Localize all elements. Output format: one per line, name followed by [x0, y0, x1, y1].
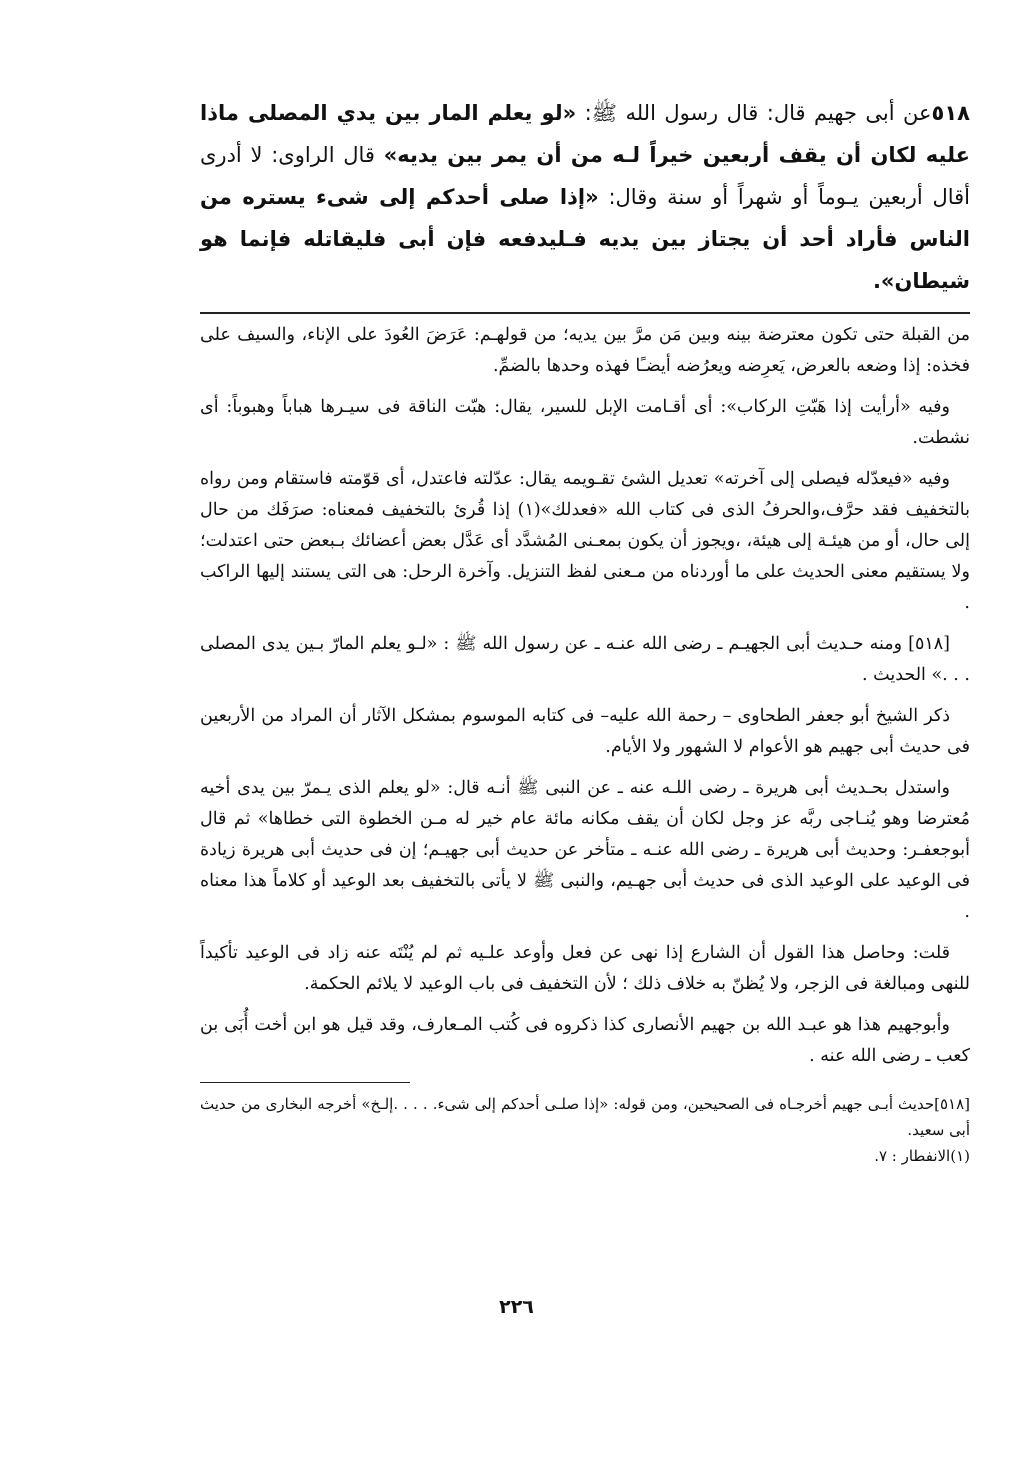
page-body: [200, 92, 970, 1169]
commentary: [200, 320, 970, 1072]
hadith-quote-2: «إذا صلى أحدكم إلى شىء يستره من الناس فأراد أحد أن يجتاز بين يديه فـليدفعه فإن أبى فليقاتله فإنما هو شيطان».: [200, 185, 970, 293]
commentary-paragraph: [٥١٨] ومنه حـديث أبى الجهيـم ـ رضى الله عنـه ـ عن رسول الله ﷺ : «لـو يعلم المارّ بـين يدى المصلى . . .» الحديث .: [200, 634, 970, 685]
footnote: (١)الانفطار : ٧.: [874, 1147, 970, 1165]
footnote: [٥١٨]حديث أبـى جهيم أخرجـاه فى الصحيحين، ومن قوله: «إذا صلـى أحدكم إلى شىء. . . . .إلـخ» أخرجه البخارى من حديث أبى سعيد.: [200, 1095, 970, 1139]
hadith-intro: عن أبى جهيم قال: قال رسول الله ﷺ:: [576, 101, 932, 125]
page-number: ٢٢٦: [499, 1296, 534, 1318]
commentary-paragraph: واستدل بحـديث أبى هريرة ـ رضى اللـه عنه ـ عن النبى ﷺ أنـه قال: «لو يعلم الذى يـمرّ بين يدى أخيه مُعترضا وهو يُنـاجى ربَّه عز وجل لكان أن يقف مكانه مائة عام خير له مـن الخطوة التى خطاها» ثم قال أبوجعفـر: وحديث أبى هريرة ـ رضى الله عنـه ـ متأخر عن حديث أبى جهيـم؛ إن فى حديث أبى هريرة زيادة فى الوعيد على الوعيد الذى فى حديث أبى جهـيم، والنبى ﷺ لا يأتى بالتخفيف بعد الوعيد أو كلاماً هذا معناه .: [200, 778, 970, 922]
commentary-paragraph: ذكر الشيخ أبو جعفر الطحاوى – رحمة الله عليه– فى كتابه الموسوم بمشكل الآثار أن المراد من الأربعين فى حديث أبى جهيم هو الأعوام لا الشهور ولا الأيام.: [200, 706, 970, 757]
hadith-quote-1: «لو يعلم المار بين يدي المصلى ماذا عليه لكان أن يقف أربعين خيراً لـه من أن يمر بين يديه»: [200, 101, 970, 167]
commentary-paragraph: وفيه «أرأيت إذا هَبّتِ الركاب»: أى أقـامت الإبل للسير، يقال: هبّت الناقة فى سيـرها هباباً وهبوباً: أى نشطت.: [200, 397, 970, 448]
footnotes: [200, 1091, 970, 1169]
section-divider: [200, 312, 970, 314]
commentary-paragraph: وأبوجهيم هذا هو عبـد الله بن جهيم الأنصارى كذا ذكروه فى كُتب المـعارف، وقد قيل هو ابن أخت أُبَى بن كعب ـ رضى الله عنه .: [200, 1015, 970, 1066]
footnote-divider: [200, 1082, 410, 1083]
hadith-middle: قال الراوى: لا أدرى أقال أربعين يـوماً أو شهراً أو سنة وقال:: [200, 143, 970, 209]
hadith-text: [200, 92, 970, 302]
hadith-number: ٥١٨: [931, 101, 970, 125]
commentary-paragraph: قلت: وحاصل هذا القول أن الشارع إذا نهى عن فعل وأوعد علـيه ثم لم يُنْتَه عنه زاد فى الوعيد تأكيداً للنهى ومبالغة فى الزجر، ولا يُظنّ به خلاف ذلك ؛ لأن التخفيف فى باب الوعيد لا يلائم الحكمة.: [200, 943, 970, 994]
commentary-paragraph: وفيه «فيعدّله فيصلى إلى آخرته» تعديل الشئ تقـويمه يقال: عدّلته فاعتدل، أى قوّمته فاستقام ومن رواه بالتخفيف فقد حرَّف،والحرفُ الذى فى كتاب الله «فعدلك»(١) إذا قُرئ بالتخفيف فمعناه: صرَفَك من حال إلى حال، أو من هيئـة إلى هيئة، ،ويجوز أن يكون بمعـنى المُشدَّد أى عَدَّل بعض أعضائك بـبعض حتى اعتدلت؛ ولا يستقيم معنى الحديث على ما أوردناه من مـعنى لفظ التنزيل. وآخرة الرحل: هى التى يستند إليها الراكب .: [200, 469, 970, 613]
commentary-paragraph: من القبلة حتى تكون معترضة بينه وبين مَن مرَّ بين يديه؛ من قولهـم: عَرَضَ العُودَ على الإناء، والسيف على فخذه: إذا وضعه بالعرض، يَعرِضه ويعرُضه أيضـًا فهذه وحدها بالضمِّ.: [200, 325, 970, 376]
